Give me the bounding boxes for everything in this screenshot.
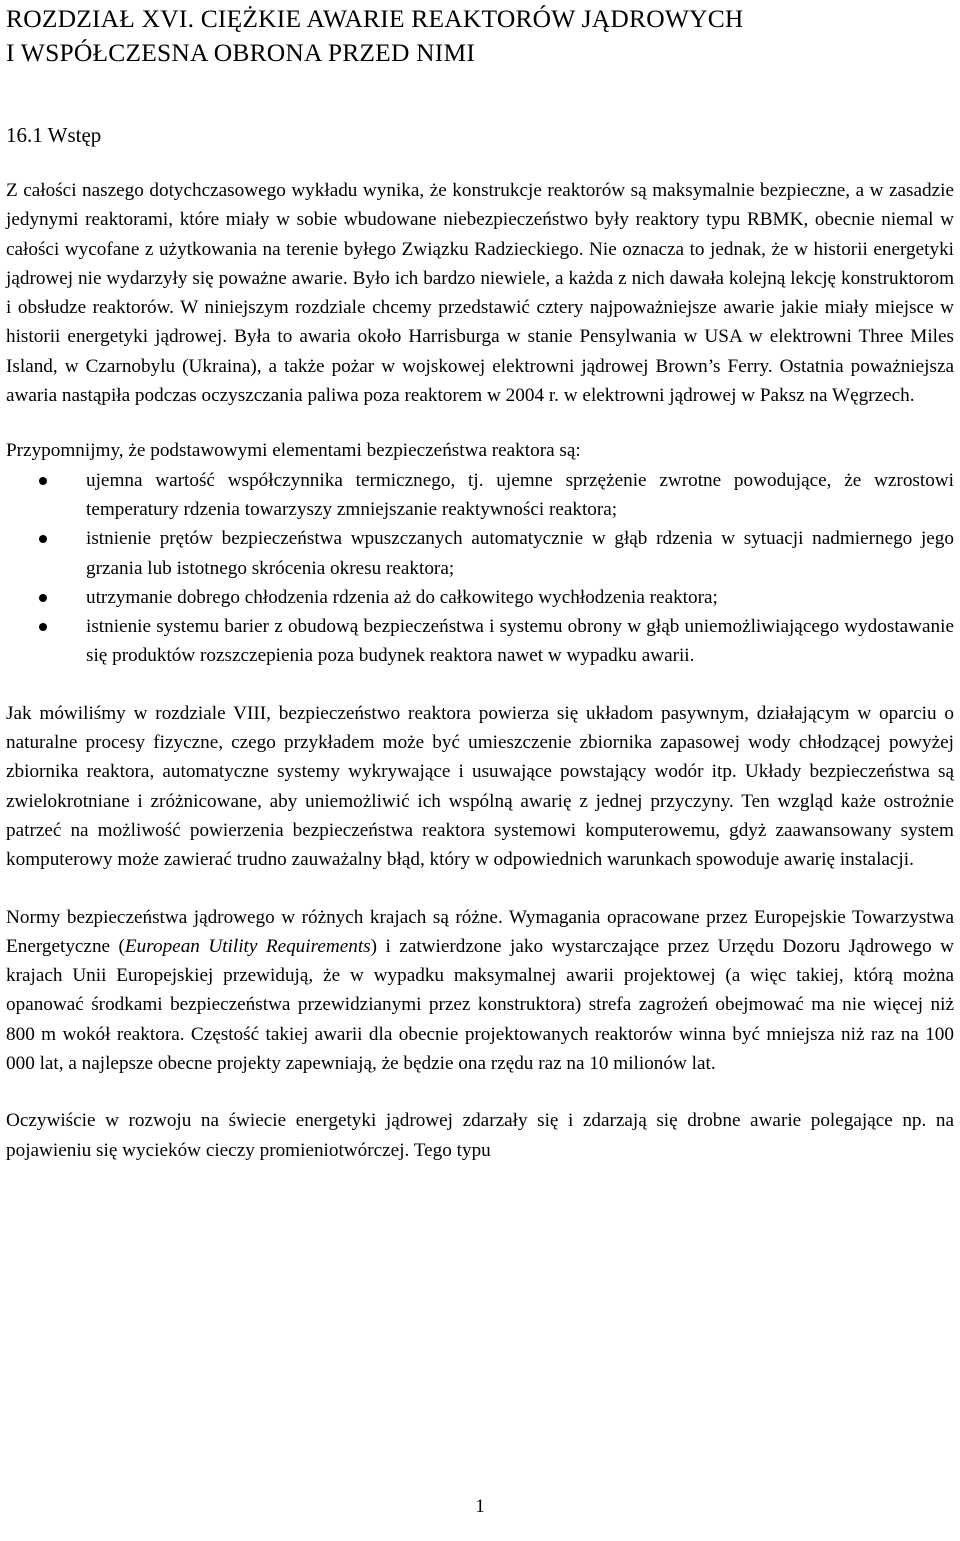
- reminder-paragraph: Przypomnijmy, że podstawowymi elementami bezpieczeństwa reaktora są:: [6, 440, 581, 462]
- chapter-title-line-1: ROZDZIAŁ XVI. CIĘŻKIE AWARIE REAKTORÓW JĄDROWYCH: [6, 4, 744, 33]
- chapter-title: [6, 0, 954, 70]
- list-item: [6, 524, 954, 583]
- intro-paragraph: Z całości naszego dotychczasowego wykładu wynika, że konstrukcje reaktorów są maksymalnie bezpieczne, a w zasadzie jedynymi reaktorami, które miały w sobie wbudowane niebezpieczeństwo były reaktory typu RBMK, obecnie niemal w całości wycofane z użytkowania na terenie byłego Związku Radzieckiego. Nie oznacza to jednak, że w historii energetyki jądrowej nie wydarzyły się poważne awarie. Było ich bardzo niewiele, a każda z nich dawała kolejną lekcję konstruktorom i obsłudze reaktorów. W niniejszym rozdziale chcemy przedstawić cztery najpoważniejsze awarie jakie miały miejsce w historii energetyki jądrowej. Była to awaria około Harrisburga w stanie Pensylwania w USA w elektrowni Three Miles Island, w Czarnobylu (Ukraina), a także pożar w wojskowej elektrowni jądrowej Brown’s Ferry. Ostatnia poważniejsza awaria nastąpiła podczas oczyszczania paliwa poza reaktorem w 2004 r. w elektrowni jądrowej w Paksz na Węgrzech.: [6, 180, 954, 407]
- list-item: [6, 612, 954, 671]
- document-page: [6, 0, 954, 1165]
- list-item: [6, 583, 954, 612]
- list-item-text: istnienie prętów bezpieczeństwa wpuszczanych automatycznie w głąb rdzenia w sytuacji nadmiernego jego grzania lub istotnego skrócenia okresu reaktora;: [86, 528, 954, 579]
- bullet-icon: [39, 535, 47, 543]
- page-number: 1: [475, 1496, 485, 1517]
- bullet-icon: [39, 477, 47, 485]
- bullet-icon: [39, 594, 47, 602]
- list-item-text: utrzymanie dobrego chłodzenia rdzenia aż do całkowitego wychłodzenia reaktora;: [86, 586, 718, 608]
- passive-systems-paragraph: Jak mówiliśmy w rozdziale VIII, bezpieczeństwo reaktora powierza się układom pasywnym, działającym w oparciu o naturalne procesy fizyczne, czego przykładem może być umieszczenie zbiornika zapasowej wody chłodzącej powyżej zbiornika reaktora, automatyczne systemy wykrywające i usuwające powstający wodór itp. Układy bezpieczeństwa są zwielokrotniane i zróżnicowane, aby uniemożliwić ich wspólną awarię z jednej przyczyny. Ten wzgląd każe ostrożnie patrzeć na możliwość powierzenia bezpieczeństwa reaktora systemowi komputerowemu, gdyż zaawansowany system komputerowy może zawierać trudno zauważalny błąd, który w odpowiednich warunkach spowoduje awarię instalacji.: [6, 702, 954, 871]
- list-item-text: istnienie systemu barier z obudową bezpieczeństwa i systemu obrony w głąb uniemożliwiającego wydostawanie się produktów rozszczepienia poza budynek reaktora nawet w wypadku awarii.: [86, 616, 954, 667]
- norms-text-before: Normy bezpieczeństwa jądrowego w różnych krajach są różne. Wymagania opracowane przez Europejskie Towarzystwa Energetyczne (: [6, 906, 954, 957]
- safety-norms-paragraph: [6, 903, 954, 1079]
- bullet-icon: [39, 623, 47, 631]
- norms-italic-term: European Utility Requirements: [124, 935, 371, 957]
- list-item-text: ujemna wartość współczynnika termicznego, tj. ujemne sprzężenie zwrotne powodujące, że wzrostowi temperatury rdzenia towarzyszy zmniejszanie reaktywności reaktora;: [86, 469, 954, 520]
- safety-elements-list: [6, 466, 954, 671]
- section-title: 16.1 Wstęp: [6, 123, 102, 147]
- chapter-title-line-2: I WSPÓŁCZESNA OBRONA PRZED NIMI: [6, 38, 476, 67]
- norms-text-after: ) i zatwierdzone jako wystarczające przez Urzędu Dozoru Jądrowego w krajach Unii Europejskiej przewidują, że w wypadku maksymalnej awarii projektowej (a więc takiej, którą można opanować środkami bezpieczeństwa przewidzianymi przez konstruktora) strefa zagrożeń obejmować ma nie więcej niż 800 m wokół reaktora. Częstość takiej awarii dla obecnie projektowanych reaktorów winna być mniejsza niż raz na 100 000 lat, a najlepsze obecne projekty zapewniają, że będzie ona rzędu raz na 10 milionów lat.: [6, 935, 954, 1075]
- closing-paragraph: Oczywiście w rozwoju na świecie energetyki jądrowej zdarzały się i zdarzają się drobne awarie polegające np. na pojawieniu się wycieków cieczy promieniotwórczej. Tego typu: [6, 1110, 954, 1161]
- list-item: [6, 466, 954, 525]
